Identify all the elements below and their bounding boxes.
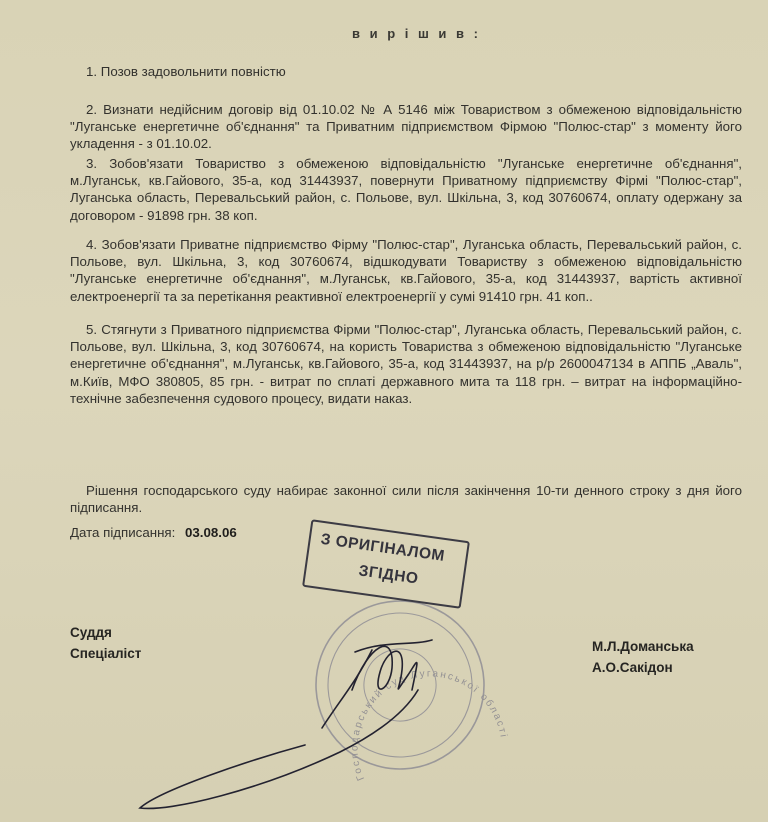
paragraph-5: 5. Стягнути з Приватного підприємства Фірми "Полюс-стар", Луганська область, Перевальський район, с. Польове, вул. Шкільна, 3, код 30760674, на користь Товариства з обмеженою відповідальністю "Луганське енергетичне об'єднання", м.Луганськ, кв.Гайового, 35-а, код 31443937, на р/р 2600047134 в АППБ „Аваль", м.Київ, МФО 380805, 85 грн. - витрат по сплаті державного мита та 118 грн. – витрат на інформаційно-технічне забезпечення судового процесу, видати наказ. <box>70 322 742 406</box>
paragraph-2: 2. Визнати недійсним договір від 01.10.02 № А 5146 між Товариством з обмеженою відповідальністю "Луганське енергетичне об'єднання" та Приватним підприємством Фірмою "Полюс-стар" з моменту його укладення - з 01.10.02. <box>70 102 742 152</box>
signing-date-row <box>70 525 237 540</box>
signatory-names <box>592 636 694 678</box>
signing-date-label: Дата підписання: <box>70 525 176 540</box>
stamp-line-1: З ОРИГІНАЛОМ <box>319 530 446 566</box>
decision-heading: в и р і ш и в : <box>352 26 481 41</box>
paragraph-4: 4. Зобов'язати Приватне підприємство Фірму "Полюс-стар", Луганська область, Перевальський район, с. Польове, вул. Шкільна, 3, код 30760674, відшкодувати Товариству з обмеженою відповідальністю "Луганське енергетичне об'єднання", м.Луганськ, кв.Гайового, 35-а, код 31443937, вартість активної електроенергії та за перетікання реактивної електроенергії у сумі 91410 грн. 41 коп.. <box>70 237 742 304</box>
paragraph-3: 3. Зобов'язати Товариство з обмеженою відповідальністю "Луганське енергетичне об'єднання", м.Луганськ, кв.Гайового, 35-а, код 31443937, повернути Приватному підприємству Фірмі "Полюс-стар", Луганська область, Перевальський район, с. Польове, вул. Шкільна, 3, код 30760674, оплату одержану за договором - 91898 грн. 38 коп. <box>70 156 742 223</box>
signing-date-value: 03.08.06 <box>185 525 237 540</box>
seal-ring-text: Господарський суд Луганської області <box>349 668 509 783</box>
svg-text:Господарський суд Луганської о <box>323 642 512 804</box>
paragraph-1: 1. Позов задовольнити повністю <box>86 64 286 79</box>
validity-note: Рішення господарського суду набирає законної сили після закінчення 10-ти денного строку з дня його підписання. <box>70 483 742 516</box>
signatory-titles <box>70 622 141 664</box>
specialist-title: Спеціаліст <box>70 646 142 661</box>
stamp-line-2: ЗГІДНО <box>357 562 420 588</box>
copy-conformity-stamp <box>302 519 470 609</box>
signature-icon <box>140 640 432 808</box>
judge-name: М.Л.Доманська <box>592 639 694 654</box>
judge-title: Суддя <box>70 625 112 640</box>
specialist-name: А.О.Сакідон <box>592 660 673 675</box>
round-seal-icon <box>288 573 515 805</box>
